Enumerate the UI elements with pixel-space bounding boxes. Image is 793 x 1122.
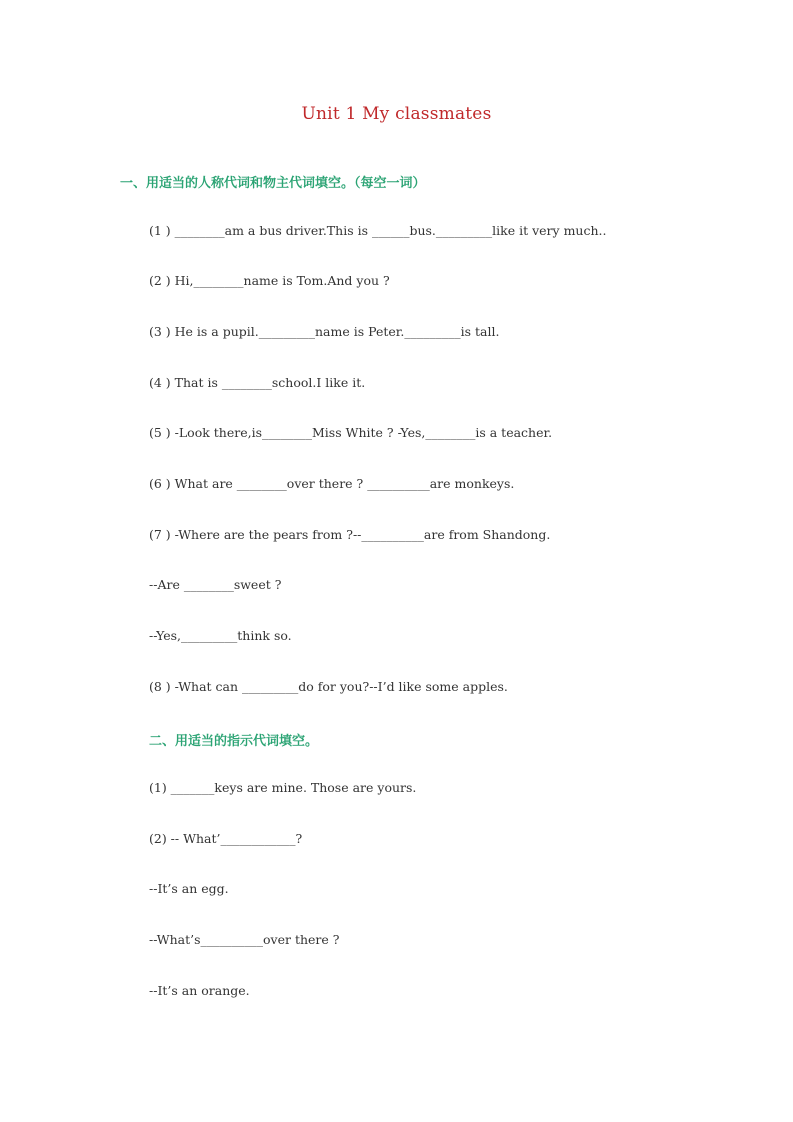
exercise-line: --It’s an orange. [149,983,250,998]
page-title: Unit 1 My classmates [301,104,492,124]
exercise-line: (4 ) That is ________school.I like it. [149,375,366,390]
exercise-line: --It’s an egg. [149,881,229,896]
exercise-line: (3 ) He is a pupil._________name is Peter._________is tall. [149,324,500,339]
exercise-line: (2 ) Hi,________name is Tom.And you ? [149,273,390,288]
exercise-line: (2) -- What’____________? [149,831,303,846]
exercise-line: (1) _______keys are mine. Those are yours. [149,780,417,795]
exercise-line: (8 ) -What can _________do for you?--I’d like some apples. [149,679,508,694]
exercise-line: (7 ) -Where are the pears from ?--__________are from Shandong. [149,527,551,542]
exercise-line: --Yes,_________think so. [149,628,292,643]
section-2-heading: 二、用适当的指示代词填空。 [149,734,319,749]
exercise-line: --Are ________sweet ? [149,577,282,592]
exercise-line: --What’s__________over there ? [149,932,340,947]
exercise-line: (6 ) What are ________over there ? __________are monkeys. [149,476,515,491]
exercise-line: (1 ) ________am a bus driver.This is ______bus._________like it very much.. [149,223,607,238]
section-1-heading: 一、用适当的人称代词和物主代词填空。（每空一词） [120,176,426,191]
exercise-line: (5 ) -Look there,is________Miss White ? -Yes,________is a teacher. [149,425,553,440]
